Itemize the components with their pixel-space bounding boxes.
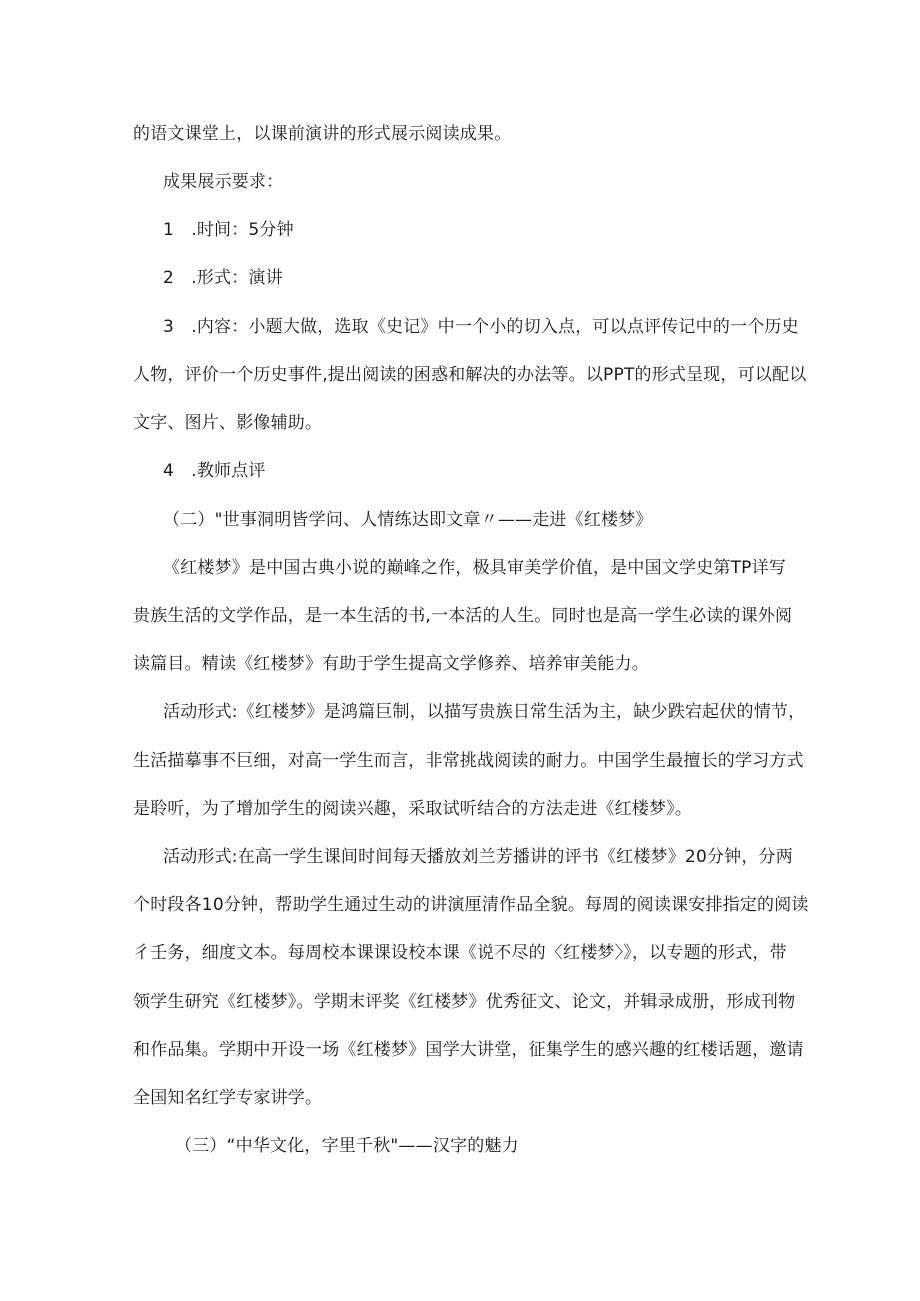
list-item-content: 3 .内容：小题大做，选取《史记》中一个小的切入点，可以点评传记中的一个历史 bbox=[163, 317, 799, 337]
list-item-review: 4 .教师点评 bbox=[163, 461, 266, 481]
paragraph-line: 活动形式:《红楼梦》是鸿篇巨制，以描写贵族日常生活为主，缺少跌宕起伏的情节， bbox=[163, 702, 806, 722]
paragraph-line: 彳壬务，细度文本。每周校本课课设校本课《说不尽的〈红楼梦〉》，以专题的形式，带 bbox=[133, 943, 787, 963]
section-heading-2: （二）"世事洞明皆学问、人情练达即文章〃——走进《红楼梦》 bbox=[163, 510, 653, 530]
paragraph-line: 贵族生活的文学作品，是一本生活的书,一本活的人生。同时也是高一学生必读的课外阅 bbox=[133, 606, 793, 626]
list-item-format: 2 .形式：演讲 bbox=[163, 268, 283, 288]
paragraph-line: 生活描摹事不巨细，对高一学生而言，非常挑战阅读的耐力。中国学生最擅长的学习方式 bbox=[133, 751, 804, 771]
section-heading-3: （三）“中华文化，字里千秋"——汉字的魅力 bbox=[175, 1136, 519, 1156]
paragraph-line: 《红楼梦》是中国古典小说的巅峰之作，极具审美学价值，是中国文学史第TP详写 bbox=[163, 558, 787, 578]
paragraph-line: 文字、图片、影像辅助。 bbox=[133, 413, 323, 433]
paragraph-line: 领学生研究《红楼梦》。学期末评奖《红楼梦》优秀征文、论文，并辑录成册，形成刊物 bbox=[133, 992, 796, 1012]
paragraph-line: 读篇目。精读《红楼梦》有助于学生提高文学修养、培养审美能力。 bbox=[133, 654, 649, 674]
list-item-time: 1 .时间：5分钟 bbox=[163, 220, 294, 240]
paragraph-line: 的语文课堂上，以课前演讲的形式展示阅读成果。 bbox=[133, 124, 512, 144]
paragraph-line: 个时段各10分钟，帮助学生通过生动的讲演厘清作品全貌。每周的阅读课安排指定的阅读 bbox=[133, 895, 809, 915]
paragraph-line: 活动形式:在高一学生课间时间每天播放刘兰芳播讲的评书《红楼梦》20分钟，分两 bbox=[163, 847, 793, 867]
paragraph-line: 和作品集。学期中开设一场《红楼梦》国学大讲堂，征集学生的感兴趣的红楼话题，邀请 bbox=[133, 1040, 804, 1060]
paragraph-line: 人物，评价一个历史事件,提出阅读的困惑和解决的办法等。以PPT的形式呈现，可以配以 bbox=[133, 365, 807, 385]
requirements-heading: 成果展示要求： bbox=[163, 172, 284, 192]
paragraph-line: 全国知名红学专家讲学。 bbox=[133, 1088, 323, 1108]
paragraph-line: 是聆听，为了增加学生的阅读兴趣，采取试听结合的方法走进《红楼梦》。 bbox=[133, 799, 693, 819]
